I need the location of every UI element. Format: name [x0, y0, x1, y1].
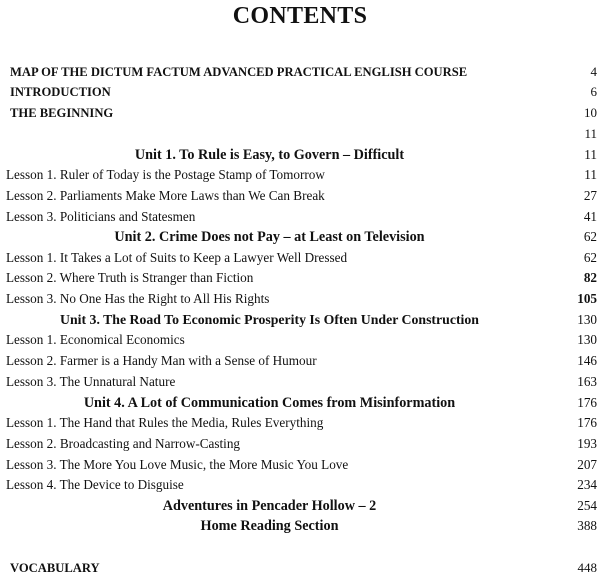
lesson-entry: [6, 455, 597, 475]
lesson-page: 193: [577, 436, 597, 451]
lesson-entry: [6, 268, 597, 288]
lesson-page: 41: [583, 209, 597, 224]
lesson-page: 82: [583, 270, 597, 285]
toc-entry-label: MAP OF THE DICTUM FACTUM ADVANCED PRACTICAL ENGLISH COURSE: [10, 65, 468, 79]
page-title: CONTENTS: [232, 3, 368, 29]
unit-title: Unit 3. The Road To Economic Prosperity Is Often Under Construction: [60, 312, 479, 327]
toc-entry-page: 6: [590, 84, 597, 99]
lesson-entry: [6, 207, 597, 227]
lesson-label: Lesson 1. It Takes a Lot of Suits to Keep a Lawyer Well Dressed: [6, 250, 348, 265]
lesson-page: 176: [577, 415, 597, 430]
unit-title: Unit 4. A Lot of Communication Comes from Misinformation: [83, 395, 456, 411]
lesson-entry: [6, 165, 597, 185]
lesson-label: Lesson 1. The Hand that Rules the Media, Rules Everything: [6, 415, 324, 430]
unit-title: Unit 1. To Rule is Easy, to Govern – Difficult: [134, 147, 405, 163]
lesson-entry: [6, 330, 597, 350]
lesson-entry: [6, 434, 597, 454]
lesson-page: 62: [583, 250, 597, 265]
toc-entry-page: 11: [584, 126, 597, 141]
section-adventures: [6, 496, 597, 516]
unit-heading-4: [6, 393, 597, 413]
lesson-label: Lesson 3. No One Has the Right to All His Rights: [6, 291, 270, 306]
lesson-label: Lesson 4. The Device to Disguise: [6, 477, 184, 492]
toc-entry-label: INTRODUCTION: [10, 85, 111, 99]
lesson-page: 207: [577, 457, 597, 472]
lesson-entry: [6, 186, 597, 206]
unit-page: 176: [577, 395, 597, 410]
toc-entry-page: 10: [584, 105, 597, 120]
lesson-page: 105: [577, 291, 597, 306]
toc-entry-unlabeled: [6, 124, 597, 144]
lesson-label: Lesson 3. Politicians and Statesmen: [6, 209, 196, 224]
toc-entry-page: 4: [590, 64, 597, 79]
lesson-label: Lesson 2. Where Truth is Stranger than Fiction: [6, 270, 254, 285]
lesson-label: Lesson 3. The More You Love Music, the More Music You Love: [6, 457, 349, 472]
lesson-page: 234: [577, 477, 597, 492]
section-home-reading: [6, 516, 597, 536]
unit-title: Unit 2. Crime Does not Pay – at Least on Television: [114, 229, 425, 245]
lesson-page: 11: [584, 167, 597, 182]
lesson-entry: [6, 413, 597, 433]
section-page: 254: [577, 498, 597, 513]
toc-entry-vocabulary: [6, 558, 597, 578]
lesson-label: Lesson 1. Economical Economics: [6, 332, 185, 347]
lesson-page: 163: [577, 374, 597, 389]
toc-entry-introduction: [6, 82, 597, 102]
lesson-entry: [6, 372, 597, 392]
unit-page: 11: [584, 147, 597, 162]
unit-heading-2: [6, 227, 597, 247]
toc-entry-map: [6, 62, 597, 82]
lesson-entry: [6, 351, 597, 371]
unit-page: 130: [577, 312, 597, 327]
lesson-entry: [6, 475, 597, 495]
toc-entry-page: 448: [577, 560, 597, 575]
lesson-label: Lesson 3. The Unnatural Nature: [6, 374, 176, 389]
unit-page: 62: [583, 229, 597, 244]
unit-heading-1: [6, 145, 597, 165]
lesson-page: 130: [577, 332, 597, 347]
section-page: 388: [577, 518, 597, 533]
lesson-label: Lesson 1. Ruler of Today is the Postage Stamp of Tomorrow: [6, 167, 325, 182]
lesson-entry: [6, 289, 597, 309]
toc-entry-label: THE BEGINNING: [10, 106, 114, 120]
lesson-label: Lesson 2. Broadcasting and Narrow-Casting: [6, 436, 241, 451]
toc-entry-beginning: [6, 103, 597, 123]
lesson-label: Lesson 2. Farmer is a Handy Man with a Sense of Humour: [6, 353, 317, 368]
lesson-page: 146: [577, 353, 597, 368]
lesson-entry: [6, 248, 597, 268]
section-title: Adventures in Pencader Hollow – 2: [162, 498, 377, 514]
toc-entry-label: VOCABULARY: [10, 561, 100, 575]
section-title: Home Reading Section: [200, 518, 339, 534]
lesson-label: Lesson 2. Parliaments Make More Laws than We Can Break: [6, 188, 325, 203]
unit-heading-3: [6, 310, 597, 330]
lesson-page: 27: [583, 188, 597, 203]
